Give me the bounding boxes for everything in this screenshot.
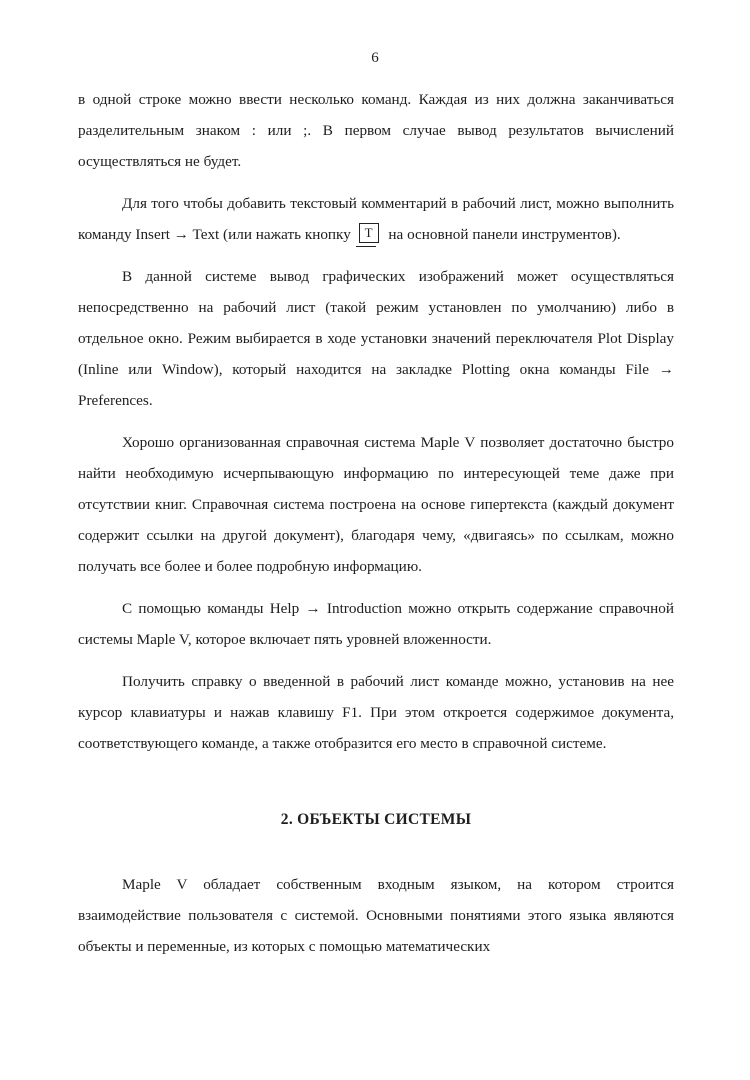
paragraph-2 bbox=[78, 188, 674, 250]
paragraph-6: Получить справку о введенной в рабочий лист команде можно, установив на нее курсор клавиатуры и нажав клавишу F1. При этом откроется содержимое документа, соответствующего команде, а также отобразится его место в справочной системе. bbox=[78, 673, 674, 752]
paragraph-2-text-end: на основной панели инструментов). bbox=[388, 226, 621, 243]
paragraph-7: Maple V обладает собственным входным языком, на котором строится взаимодействие пользователя с системой. Основными понятиями этого языка являются объекты и переменные, из которых с помощью математических bbox=[78, 876, 674, 955]
text-tool-icon: T bbox=[359, 223, 379, 243]
paragraph-1: в одной строке можно ввести несколько команд. Каждая из них должна заканчиваться разделительным знаком : или ;. В первом случае вывод результатов вычислений осуществляться не будет. bbox=[78, 91, 674, 170]
paragraph-3: В данной системе вывод графических изображений может осуществляться непосредственно на рабочий лист (такой режим установлен по умолчанию) либо в отдельное окно. Режим выбирается в ходе установки значений переключателя Plot Display (Inline или Window), который находится на закладке Plotting окна команды File → Preferences. bbox=[78, 268, 674, 409]
paragraph-4: Хорошо организованная справочная система Maple V позволяет достаточно быстро найти необходимую исчерпывающую информацию по интересующей теме даже при отсутствии книг. Справочная система построена на основе гипертекста (каждый документ содержит ссылки на другой документ), благодаря чему, «двигаясь» по ссылкам, можно получать все более и более подробную информацию. bbox=[78, 434, 674, 575]
page-body bbox=[78, 84, 674, 973]
paragraph-5: С помощью команды Help → Introduction можно открыть содержание справочной системы Maple V, которое включает пять уровней вложенности. bbox=[78, 600, 674, 648]
paragraph-2-text-start: Для того чтобы добавить текстовый комментарий в рабочий лист, можно выполнить команду Insert → Text (или нажать кнопку bbox=[78, 195, 674, 243]
page-number: 6 bbox=[371, 50, 379, 66]
section-heading: 2. ОБЪЕКТЫ СИСТЕМЫ bbox=[280, 811, 472, 828]
